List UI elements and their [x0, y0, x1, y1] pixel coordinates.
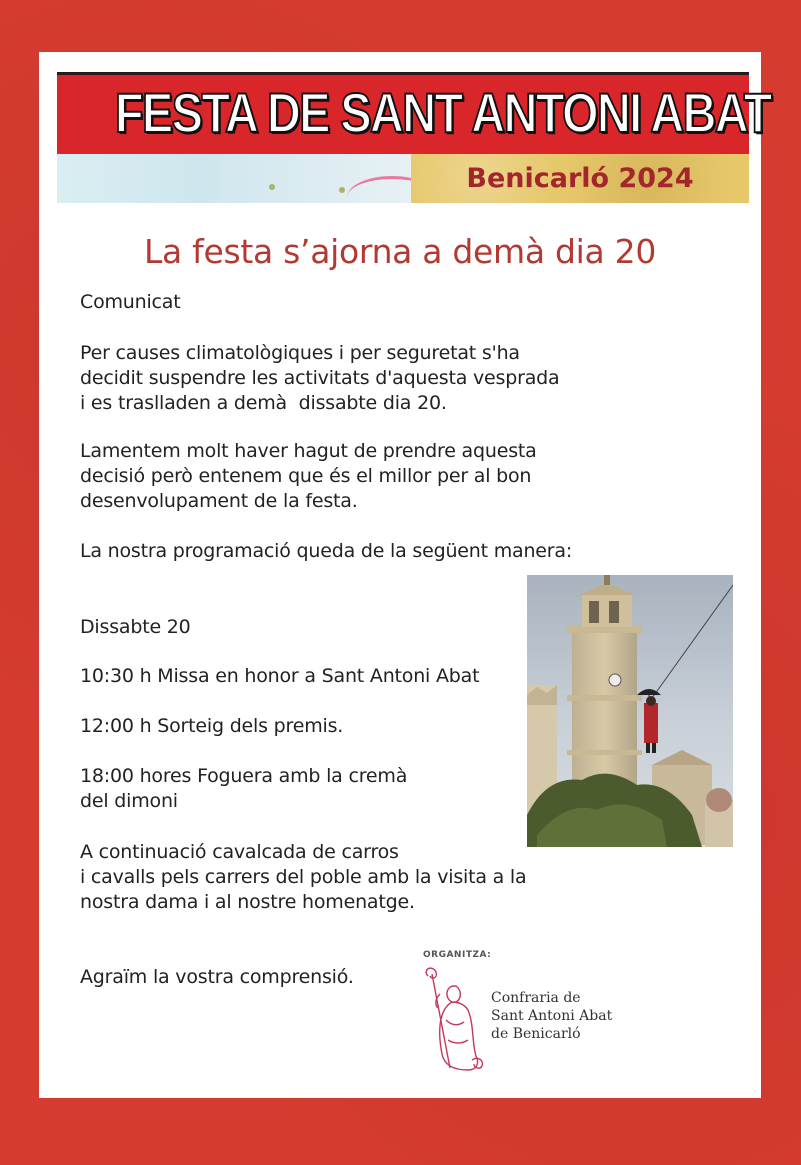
programme-intro: La nostra programació queda de la següent manera:: [80, 540, 573, 562]
event-item: 18:00 hores Foguera amb la cremà del dimoni: [80, 765, 408, 812]
event-item: 10:30 h Missa en honor a Sant Antoni Abat: [80, 665, 480, 687]
thanks-note: Agraïm la vostra comprensió.: [80, 966, 354, 988]
comunicat-label: Comunicat: [80, 291, 181, 313]
programme-day: Dissabte 20: [80, 616, 191, 638]
church-tower-photo: [527, 575, 733, 847]
paragraph-suspension: Per causes climatològiques i per seguretat s'ha decidit suspendre les activitats d'aquesta vesprada i es traslladen a demà dissabte dia 20.: [80, 342, 560, 414]
organizer-label: ORGANITZA:: [423, 950, 492, 960]
paragraph-cavalcade: A continuació cavalcada de carros i cavalls pels carrers del poble amb la visita a la nostra dama i al nostre homenatge.: [80, 841, 527, 913]
confraria-logo-icon: [418, 964, 490, 1076]
announcement-headline: La festa s’ajorna a demà dia 20: [143, 232, 657, 271]
organizer-name: Confraria de Sant Antoni Abat de Benicarló: [491, 990, 613, 1042]
poster-subtitle: Benicarló 2024: [466, 163, 694, 194]
event-item: 12:00 h Sorteig dels premis.: [80, 715, 344, 737]
paragraph-apology: Lamentem molt haver hagut de prendre aquesta decisió però entenem que és el millor per al bon desenvolupament de la festa.: [80, 440, 537, 512]
header-decoration: [57, 154, 411, 203]
poster-title: FESTA DE SANT ANTONI ABAT: [114, 81, 771, 144]
